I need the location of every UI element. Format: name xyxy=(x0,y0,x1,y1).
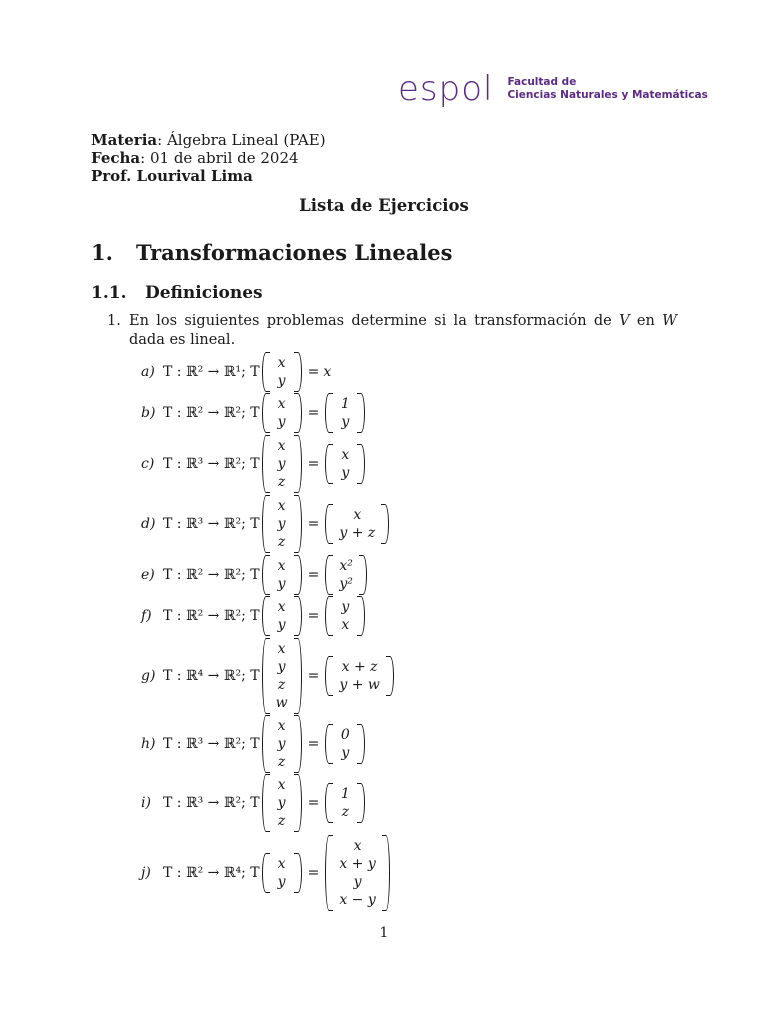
left-paren xyxy=(325,444,333,484)
equals-sign: = xyxy=(307,516,320,532)
right-paren xyxy=(359,555,367,595)
vector-entry: y xyxy=(341,599,350,615)
left-paren xyxy=(325,596,333,636)
vector-entry: x xyxy=(277,641,286,657)
problem-text-a: En los siguientes problemas determine si la transformación de xyxy=(129,313,620,329)
vector-entry: x xyxy=(277,438,286,454)
left-paren xyxy=(262,715,270,773)
vector-entry: x + z xyxy=(341,659,378,675)
exercise-label: g) xyxy=(141,668,156,684)
page-number: 1 xyxy=(379,925,389,941)
vector-entry: 0 xyxy=(340,727,350,743)
output-vector xyxy=(325,393,365,433)
exercise-label: h) xyxy=(141,736,156,752)
output-vector xyxy=(325,783,365,823)
fecha-row xyxy=(91,149,326,167)
transformation-signature: T : ℝ² → ℝ²; T xyxy=(163,405,260,421)
vector-entries xyxy=(270,596,294,636)
vector-entry: x xyxy=(277,396,286,412)
equals-sign: = xyxy=(307,865,320,881)
exercise-item xyxy=(141,435,367,493)
exercise-item xyxy=(141,774,367,832)
vector-entries xyxy=(333,724,357,764)
exercise-item xyxy=(141,638,396,714)
input-vector xyxy=(262,596,302,636)
vector-entry: y + w xyxy=(339,677,380,693)
equals-sign: = xyxy=(307,736,320,752)
vector-entry: y xyxy=(277,874,286,890)
vector-entries xyxy=(270,435,294,493)
space-v: V xyxy=(619,313,630,329)
vector-entry: w xyxy=(275,695,288,711)
vector-entry: 1 xyxy=(340,786,350,802)
exercise-label: c) xyxy=(141,456,155,472)
right-paren xyxy=(357,783,365,823)
left-paren xyxy=(325,393,333,433)
section-heading xyxy=(91,240,452,265)
right-paren xyxy=(357,724,365,764)
right-paren xyxy=(294,495,302,553)
input-vector xyxy=(262,555,302,595)
vector-entries xyxy=(333,835,381,911)
problem-text-c: dada es lineal. xyxy=(129,332,236,348)
output-scalar: x xyxy=(323,364,332,380)
output-vector xyxy=(325,656,394,696)
vector-entries xyxy=(333,504,381,544)
vector-entry: y xyxy=(277,617,286,633)
output-vector xyxy=(325,504,389,544)
problem-text xyxy=(129,312,677,350)
vector-entries xyxy=(333,393,357,433)
faculty-name xyxy=(507,76,707,102)
equals-sign: = xyxy=(307,567,320,583)
vector-entry: x xyxy=(277,498,286,514)
left-paren xyxy=(325,504,333,544)
right-paren xyxy=(357,444,365,484)
materia-label: Materia xyxy=(91,131,158,149)
vector-entries xyxy=(333,555,359,595)
transformation-signature: T : ℝ⁴ → ℝ²; T xyxy=(163,668,260,684)
output-vector xyxy=(325,835,389,911)
materia-value: : Álgebra Lineal (PAE) xyxy=(157,131,326,149)
logo-wordmark: espol xyxy=(398,69,494,109)
exercise-label: d) xyxy=(141,516,156,532)
transformation-signature: T : ℝ³ → ℝ²; T xyxy=(163,795,260,811)
problem-number: 1. xyxy=(107,313,121,329)
right-paren xyxy=(357,596,365,636)
vector-entry: x xyxy=(277,718,286,734)
subsection-heading xyxy=(91,283,263,303)
vector-entries xyxy=(270,715,294,773)
transformation-signature: T : ℝ³ → ℝ²; T xyxy=(163,456,260,472)
exercise-item xyxy=(141,596,367,636)
exercise-label: f) xyxy=(141,608,152,624)
right-paren xyxy=(294,555,302,595)
left-paren xyxy=(262,774,270,832)
output-vector xyxy=(325,724,365,764)
input-vector xyxy=(262,638,302,714)
left-paren xyxy=(262,596,270,636)
fecha-label: Fecha xyxy=(91,149,141,167)
exercise-label: e) xyxy=(141,567,155,583)
vector-entries xyxy=(333,444,357,484)
vector-entry: y xyxy=(277,576,286,592)
vector-entry: x + y xyxy=(339,856,376,872)
vector-entry: y xyxy=(277,659,286,675)
exercise-item xyxy=(141,352,331,392)
vector-entry: 1 xyxy=(340,396,350,412)
materia-row xyxy=(91,131,326,149)
vector-entries xyxy=(270,352,294,392)
vector-entries xyxy=(270,393,294,433)
vector-entry: y xyxy=(277,414,286,430)
vector-entries xyxy=(333,596,357,636)
left-paren xyxy=(325,783,333,823)
course-meta xyxy=(91,131,326,185)
vector-entry: x xyxy=(341,617,350,633)
left-paren xyxy=(262,495,270,553)
input-vector xyxy=(262,435,302,493)
vector-entries xyxy=(270,774,294,832)
problem-statement xyxy=(107,312,677,350)
vector-entries xyxy=(270,495,294,553)
vector-entry: z xyxy=(341,804,350,820)
subsection-title: Definiciones xyxy=(145,283,263,303)
vector-entry: x xyxy=(277,599,286,615)
vector-entry: x² xyxy=(339,558,353,574)
right-paren xyxy=(294,393,302,433)
right-paren xyxy=(294,435,302,493)
left-paren xyxy=(262,435,270,493)
vector-entry: z xyxy=(277,474,286,490)
left-paren xyxy=(262,555,270,595)
exercise-label: i) xyxy=(141,795,151,811)
exercise-item xyxy=(141,393,367,433)
transformation-signature: T : ℝ³ → ℝ²; T xyxy=(163,516,260,532)
right-paren xyxy=(294,638,302,714)
exercise-item xyxy=(141,555,369,595)
right-paren xyxy=(357,393,365,433)
output-vector xyxy=(325,555,367,595)
vector-entry: y + z xyxy=(339,525,376,541)
left-paren xyxy=(262,393,270,433)
transformation-signature: T : ℝ² → ℝ²; T xyxy=(163,608,260,624)
exercise-item xyxy=(141,495,391,553)
section-number: 1. xyxy=(91,240,113,265)
problem-text-b: en xyxy=(629,313,663,329)
left-paren xyxy=(325,656,333,696)
vector-entries xyxy=(270,853,294,893)
exercise-label: a) xyxy=(141,364,155,380)
subsection-number: 1.1. xyxy=(91,283,127,303)
left-paren xyxy=(325,835,333,911)
vector-entry: y xyxy=(277,516,286,532)
equals-sign: = xyxy=(307,668,320,684)
vector-entry: y xyxy=(277,736,286,752)
vector-entry: y xyxy=(341,465,350,481)
section-title: Transformaciones Lineales xyxy=(136,240,453,265)
vector-entry: x xyxy=(341,447,350,463)
vector-entry: x xyxy=(277,856,286,872)
input-vector xyxy=(262,352,302,392)
left-paren xyxy=(262,638,270,714)
right-paren xyxy=(386,656,394,696)
vector-entry: y xyxy=(277,795,286,811)
left-paren xyxy=(325,555,333,595)
equals-sign: = xyxy=(307,608,320,624)
vector-entry: z xyxy=(277,534,286,550)
faculty-line-2: Ciencias Naturales y Matemáticas xyxy=(507,89,708,101)
transformation-signature: T : ℝ² → ℝ⁴; T xyxy=(163,865,260,881)
vector-entry: y xyxy=(277,373,286,389)
exercise-item xyxy=(141,835,392,911)
espol-logo xyxy=(398,69,708,109)
vector-entry: y² xyxy=(339,576,353,592)
output-vector xyxy=(325,444,365,484)
vector-entry: x xyxy=(277,777,286,793)
faculty-line-1: Facultad de xyxy=(507,76,577,88)
left-paren xyxy=(262,352,270,392)
exercise-label: b) xyxy=(141,405,156,421)
left-paren xyxy=(262,853,270,893)
right-paren xyxy=(294,352,302,392)
professor-name: Prof. Lourival Lima xyxy=(91,167,253,185)
vector-entry: z xyxy=(277,754,286,770)
space-w: W xyxy=(662,313,678,329)
transformation-signature: T : ℝ² → ℝ²; T xyxy=(163,567,260,583)
vector-entry: x xyxy=(353,838,362,854)
vector-entry: y xyxy=(353,874,362,890)
vector-entries xyxy=(270,638,294,714)
right-paren xyxy=(382,835,390,911)
right-paren xyxy=(294,853,302,893)
vector-entry: y xyxy=(341,745,350,761)
equals-sign: = xyxy=(307,795,320,811)
vector-entry: x − y xyxy=(339,892,376,908)
fecha-value: : 01 de abril de 2024 xyxy=(140,149,299,167)
vector-entry: x xyxy=(353,507,362,523)
transformation-signature: T : ℝ² → ℝ¹; T xyxy=(163,364,260,380)
professor-row xyxy=(91,167,326,185)
equals-sign: = xyxy=(307,456,320,472)
list-title: Lista de Ejercicios xyxy=(299,196,469,215)
vector-entry: x xyxy=(277,355,286,371)
equals-sign: = xyxy=(307,405,320,421)
input-vector xyxy=(262,715,302,773)
vector-entry: x xyxy=(277,558,286,574)
equals-sign: = xyxy=(307,364,320,380)
right-paren xyxy=(294,596,302,636)
vector-entry: y xyxy=(277,456,286,472)
right-paren xyxy=(294,774,302,832)
vector-entry: y xyxy=(341,414,350,430)
exercise-label: j) xyxy=(141,865,151,881)
left-paren xyxy=(325,724,333,764)
vector-entry: z xyxy=(277,813,286,829)
vector-entry: z xyxy=(277,677,286,693)
input-vector xyxy=(262,495,302,553)
vector-entries xyxy=(270,555,294,595)
right-paren xyxy=(294,715,302,773)
input-vector xyxy=(262,774,302,832)
input-vector xyxy=(262,853,302,893)
vector-entries xyxy=(333,656,386,696)
exercise-item xyxy=(141,715,367,773)
transformation-signature: T : ℝ³ → ℝ²; T xyxy=(163,736,260,752)
output-vector xyxy=(325,596,365,636)
vector-entries xyxy=(333,783,357,823)
right-paren xyxy=(381,504,389,544)
input-vector xyxy=(262,393,302,433)
